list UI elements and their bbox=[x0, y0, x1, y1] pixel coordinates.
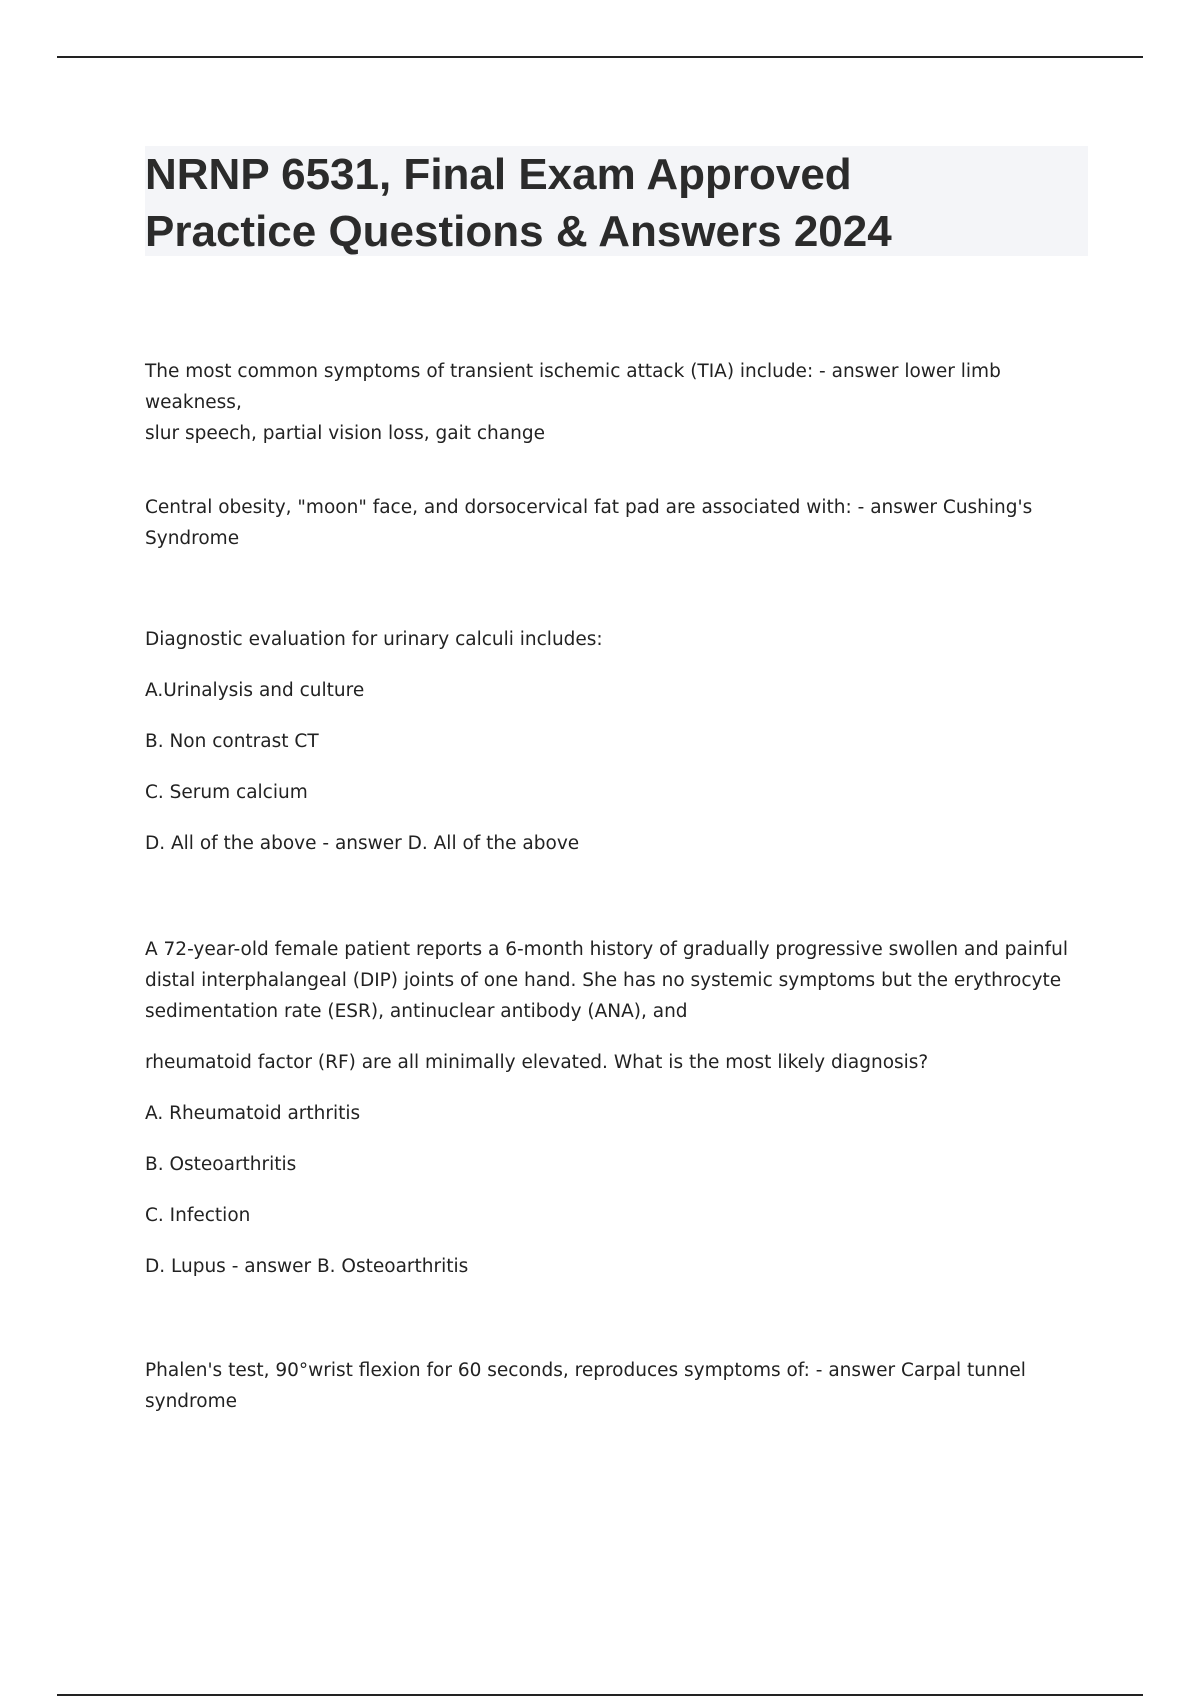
question-text: rheumatoid factor (RF) are all minimally elevated. What is the most likely diagnosis? bbox=[145, 1052, 929, 1073]
question-block bbox=[145, 624, 1085, 859]
question-block bbox=[145, 1355, 1085, 1417]
question-text: sedimentation rate (ESR), antinuclear antibody (ANA), and bbox=[145, 1001, 688, 1022]
answer-option: B. Non contrast CT bbox=[145, 731, 319, 752]
answer-option: D. Lupus - answer B. Osteoarthritis bbox=[145, 1256, 469, 1277]
footer-rule bbox=[57, 1694, 1143, 1696]
answer-option: A. Rheumatoid arthritis bbox=[145, 1103, 361, 1124]
question-text: syndrome bbox=[145, 1391, 237, 1412]
question-block bbox=[145, 492, 1085, 554]
question-text: The most common symptoms of transient ischemic attack (TIA) include: - answer lower limb weakness, bbox=[145, 361, 1001, 413]
answer-option: D. All of the above - answer D. All of the above bbox=[145, 833, 580, 854]
answer-option: C. Infection bbox=[145, 1205, 251, 1226]
question-text: Central obesity, "moon" face, and dorsocervical fat pad are associated with: - answer Cushing's bbox=[145, 497, 1033, 518]
question-text: Phalen's test, 90°wrist flexion for 60 seconds, reproduces symptoms of: - answer Carpal tunnel bbox=[145, 1360, 1026, 1381]
question-block bbox=[145, 934, 1085, 1282]
question-block bbox=[145, 356, 1085, 449]
question-text: Syndrome bbox=[145, 528, 240, 549]
document-title bbox=[145, 146, 1088, 256]
question-text: distal interphalangeal (DIP) joints of one hand. She has no systemic symptoms but the erythrocyte bbox=[145, 970, 1062, 991]
question-text: Diagnostic evaluation for urinary calculi includes: bbox=[145, 629, 603, 650]
answer-option: C. Serum calcium bbox=[145, 782, 308, 803]
answer-option: A.Urinalysis and culture bbox=[145, 680, 365, 701]
answer-option: B. Osteoarthritis bbox=[145, 1154, 297, 1175]
title-line: NRNP 6531, Final Exam Approved bbox=[145, 150, 852, 199]
question-text: slur speech, partial vision loss, gait change bbox=[145, 423, 545, 444]
header-rule bbox=[57, 56, 1143, 58]
title-line: Practice Questions & Answers 2024 bbox=[145, 207, 892, 256]
question-text: A 72-year-old female patient reports a 6-month history of gradually progressive swollen and painful bbox=[145, 939, 1068, 960]
